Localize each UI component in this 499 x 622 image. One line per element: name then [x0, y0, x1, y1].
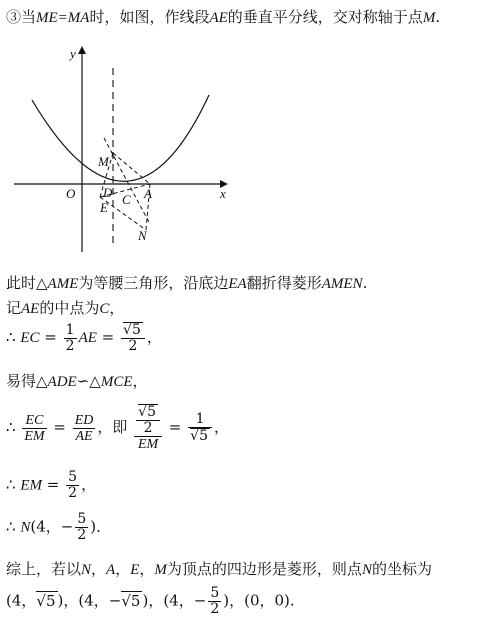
- sep2: ，: [148, 591, 164, 610]
- p1-d: .: [362, 274, 368, 292]
- p3-den2: 2: [128, 338, 138, 354]
- p4-t1: ADE: [47, 374, 77, 390]
- p2-b: 的中点为: [39, 299, 100, 317]
- coord3-den: 2: [210, 601, 220, 617]
- sep1: ，: [63, 591, 79, 610]
- p5-one: 1: [188, 412, 212, 428]
- p7-close: )．: [90, 517, 112, 536]
- label-a: A: [144, 186, 152, 201]
- text-line-2: [6, 297, 124, 318]
- p1-ea: EA: [228, 276, 247, 292]
- p4-t2: MCE: [100, 374, 133, 390]
- coord3-close: ): [223, 591, 230, 610]
- label-x: x: [220, 186, 226, 201]
- parabola-curve: [32, 95, 209, 181]
- text-line-3: [6, 322, 162, 354]
- p8-s3: ，: [139, 560, 155, 578]
- p8-m: M: [154, 562, 167, 578]
- p2-c: C: [99, 301, 110, 317]
- label-e: E: [100, 200, 108, 215]
- p6-num: 5: [68, 469, 78, 485]
- p5-ed: ED: [74, 412, 94, 428]
- p1-rhombus: AMEN: [321, 276, 363, 292]
- p5-ji: ，即: [97, 418, 128, 436]
- p5-den-root: [188, 428, 212, 444]
- text-line-9: [6, 586, 295, 617]
- coord1-close: ): [57, 591, 64, 610]
- label-n: N: [138, 228, 147, 243]
- p5-end: ，: [213, 418, 229, 436]
- p4-a: 易得△: [6, 372, 48, 390]
- p2-ae: AE: [21, 301, 40, 317]
- fraction-ed-ae: [73, 413, 96, 444]
- fraction-five-halves: [66, 470, 79, 501]
- p5-eq: =: [53, 418, 66, 436]
- intro-segment: AE: [209, 10, 228, 26]
- p8-a-point: A: [106, 562, 116, 578]
- fraction-five-halves: [75, 512, 88, 543]
- p5-ec: EC: [22, 413, 46, 429]
- p1-a: 此时△: [6, 274, 48, 292]
- intro-text2: 的垂直平分线，交对称轴于点: [227, 8, 423, 26]
- coord2-open: (4，−: [78, 591, 122, 610]
- intro-end: .: [435, 8, 441, 26]
- p6-em: EM: [20, 477, 42, 494]
- p3-radicand: √ 5: [123, 322, 143, 338]
- therefore-symbol: ∴: [6, 328, 16, 346]
- fraction-ec-em: [22, 413, 46, 444]
- text-line-1: [6, 272, 367, 293]
- fraction-half: [64, 323, 77, 354]
- p8-n2: N: [361, 562, 372, 578]
- p9-end: .: [289, 591, 295, 610]
- p6-eq: =: [46, 475, 60, 494]
- text-line-8: [6, 558, 432, 579]
- p3-eq: =: [44, 328, 57, 346]
- label-y: y: [70, 46, 76, 61]
- parabola-figure: [0, 40, 240, 255]
- intro-text1: 时，如图，作线段: [89, 8, 210, 26]
- p8-s1: ，: [91, 560, 107, 578]
- label-m: M: [98, 154, 109, 169]
- p1-tri: AME: [47, 276, 79, 292]
- text-line-5: [6, 404, 229, 452]
- intro-point: M: [422, 10, 436, 26]
- intro-condition: ME=MA: [36, 10, 90, 26]
- text-line-6: [6, 470, 96, 501]
- p3-end: ，: [146, 328, 162, 346]
- coord4: (0，0): [244, 591, 290, 610]
- fraction-root5-over-2: [121, 322, 145, 354]
- p2-a: 记: [6, 299, 22, 317]
- p3-root-num: [121, 322, 145, 339]
- intro-prefix: ③当: [6, 8, 37, 26]
- p2-d: ，: [109, 299, 125, 317]
- therefore-symbol: ∴: [6, 475, 16, 494]
- text-line-7: [6, 512, 111, 543]
- p8-b: 为顶点的四边形是菱形，则点: [166, 560, 362, 578]
- p7-num: 5: [77, 511, 87, 527]
- p7-open: (4，−: [30, 517, 74, 536]
- p5-radicand: √ 5: [138, 404, 158, 420]
- p5-ae: AE: [75, 428, 93, 444]
- coord1-radicand: √ 5: [36, 591, 57, 610]
- p3-ae: AE: [78, 330, 97, 346]
- coord2-radicand: √ 5: [121, 591, 142, 610]
- p1-b: 为等腰三角形，沿底边: [78, 274, 229, 292]
- p1-c: 翻折得菱形: [246, 274, 322, 292]
- text-line-4: [6, 370, 148, 391]
- p5-em: EM: [24, 428, 45, 444]
- p5-em2: EM: [137, 437, 159, 452]
- label-d: D: [103, 185, 113, 200]
- label-c: C: [122, 192, 131, 207]
- p5-radicand2: √ 5: [190, 428, 210, 444]
- p7-den: 2: [77, 527, 87, 543]
- p5-inner-num: [136, 404, 160, 421]
- p3-den: 2: [65, 337, 75, 354]
- coord1-open: (4，: [6, 591, 37, 610]
- p6-end: ，: [81, 475, 97, 494]
- p5-inner-frac: [136, 404, 160, 436]
- intro-line: [6, 6, 440, 27]
- p3-num: 1: [65, 321, 75, 338]
- p3-ec: EC: [20, 330, 40, 346]
- y-axis-arrow: [78, 46, 86, 54]
- p6-den: 2: [68, 485, 78, 501]
- p5-complex-num: [134, 404, 162, 437]
- p8-n: N: [81, 562, 92, 578]
- label-o: O: [66, 186, 76, 201]
- p4-sim: ∽△: [76, 372, 101, 390]
- sep3: ，: [229, 591, 245, 610]
- p8-c: 的坐标为: [371, 560, 432, 578]
- fraction-five-halves: [208, 586, 221, 617]
- p8-a: 综上，若以: [6, 560, 82, 578]
- p8-e: E: [130, 562, 140, 578]
- p5-inner-den: 2: [143, 420, 153, 436]
- coord3-open: (4，−: [163, 591, 207, 610]
- coord3-num: 5: [210, 585, 220, 601]
- p7-n: N: [20, 519, 31, 536]
- segment-ma: [113, 153, 150, 184]
- therefore-symbol: ∴: [6, 418, 16, 436]
- p8-s2: ，: [115, 560, 131, 578]
- coord2-close: ): [142, 591, 149, 610]
- fraction-one-root5: [188, 412, 212, 444]
- fraction-complex: [134, 404, 162, 452]
- p4-end: ，: [132, 372, 148, 390]
- p3-eq2: =: [101, 328, 115, 346]
- p5-eq2: =: [168, 418, 182, 436]
- therefore-symbol: ∴: [6, 517, 16, 536]
